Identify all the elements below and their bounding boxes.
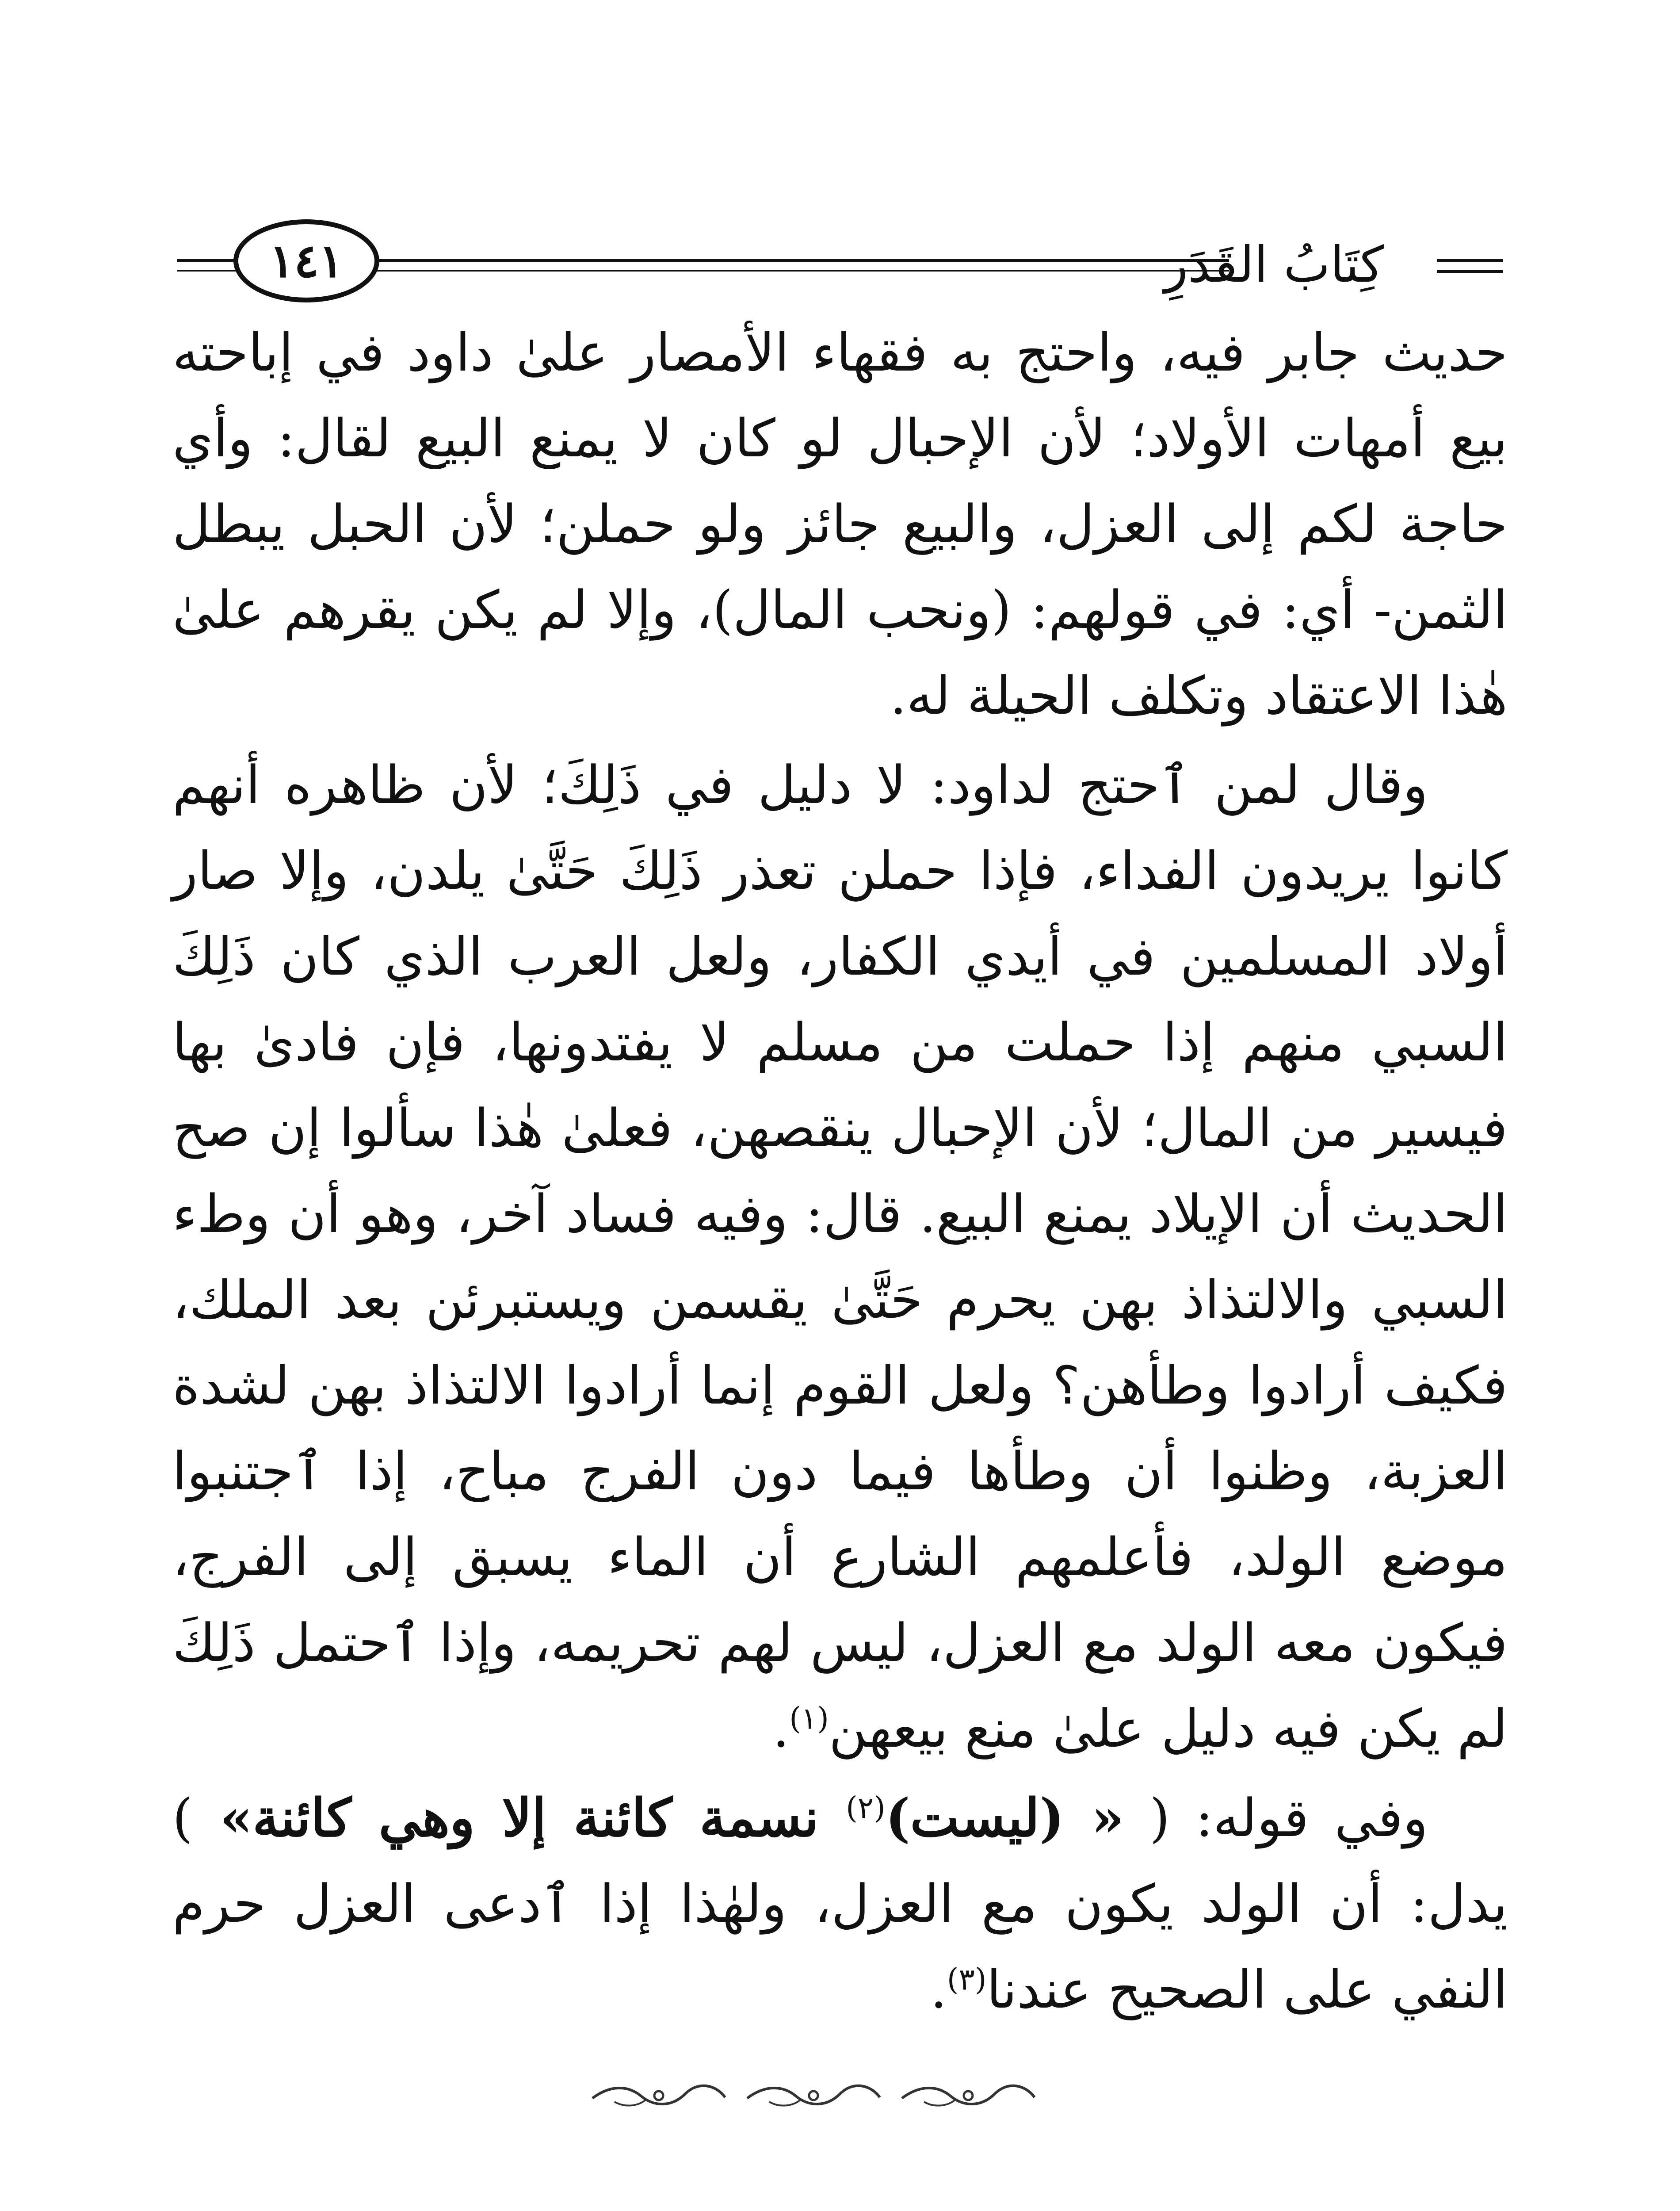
paragraph-1 [172, 310, 1508, 738]
header-rule-main-lower [371, 270, 1229, 272]
paragraph-2-end: . [772, 1698, 790, 1759]
page-header [177, 217, 1503, 314]
page-number-badge [233, 219, 379, 302]
book-title: كِتَابُ القَدَرِ [1164, 236, 1384, 294]
hadith-quote-end: نسمة كائنة إلا وهي كائنة» [193, 1787, 846, 1848]
paragraph-1-text: حديث جابر فيه، واحتج به فقهاء الأمصار علىٰ داود في إباحته بيع أمهات الأولاد؛ لأن الإحبال لو كان لا يمنع البيع لقال: وأي حاجة لكم إلى العزل، والبيع جائز ولو حملن؛ لأن الحبل يبطل الثمن- أي: في قولهم: (ونحب المال)، وإلا لم يكن يقرهم علىٰ هٰذا الاعتقاد وتكلف الحيلة له. [172, 322, 1508, 726]
ornament-flourish-icon [897, 2081, 1039, 2112]
header-rule-right-lower [1437, 270, 1503, 273]
paragraph-2-text: وقال لمن ٱحتج لداود: لا دليل في ذَلِكَ؛ لأن ظاهره أنهم كانوا يريدون الفداء، فإذا حملن تعذر ذَلِكَ حَتَّىٰ يلدن، وإلا صار أولاد المسلمين في أيدي الكفار، ولعل العرب الذي كان ذَلِكَ السبي منهم إذا حملت من مسلم لا يفتدونها، فإن فادىٰ بها فيسير من المال؛ لأن الإحبال ينقصهن، فعلىٰ هٰذا سألوا إن صح الحديث أن الإيلاد يمنع البيع. قال: وفيه فساد آخر، وهو أن وطء السبي والالتذاذ بهن يحرم حَتَّىٰ يقسمن ويستبرئن بعد الملك، فكيف أرادوا وطأهن؟ ولعل القوم إنما أرادوا الالتذاذ بهن لشدة العزبة، وظنوا أن وطأها فيما دون الفرج مباح، إذا ٱجتنبوا موضع الولد، فأعلمهم الشارع أن الماء يسبق إلى الفرج، فيكون معه الولد مع العزل، ليس لهم تحريمه، وإذا ٱحتمل ذَلِكَ لم يكن فيه دليل علىٰ منع بيعهن [172, 754, 1508, 1759]
paragraph-3-text: ) يدل: أن الولد يكون مع العزل، ولهٰذا إذا ٱدعى العزل حرم النفي على الصحيح عندنا [172, 1787, 1508, 2020]
ornament-flourish-icon [588, 2081, 729, 2112]
footnote-marker-3: (٣) [947, 1962, 987, 1997]
page-number: ١٤١ [269, 233, 344, 288]
header-rule-left-lower [177, 270, 243, 272]
paragraph-2 [172, 742, 1508, 1771]
header-rule-right [1437, 259, 1503, 262]
ornament-flourish-icon [743, 2081, 884, 2112]
section-ornament [570, 2078, 1057, 2114]
hadith-quote-start: « (ليست) [885, 1787, 1124, 1848]
footnote-marker-1: (١) [789, 1701, 829, 1737]
paragraph-3-end: . [930, 1959, 947, 2020]
header-rule-main [371, 259, 1229, 262]
paragraph-3-lead: وفي قوله: ( [1149, 1787, 1428, 1848]
main-text [172, 310, 1508, 2032]
footnote-marker-2: (٢) [846, 1790, 886, 1826]
paragraph-3 [172, 1775, 1508, 2032]
